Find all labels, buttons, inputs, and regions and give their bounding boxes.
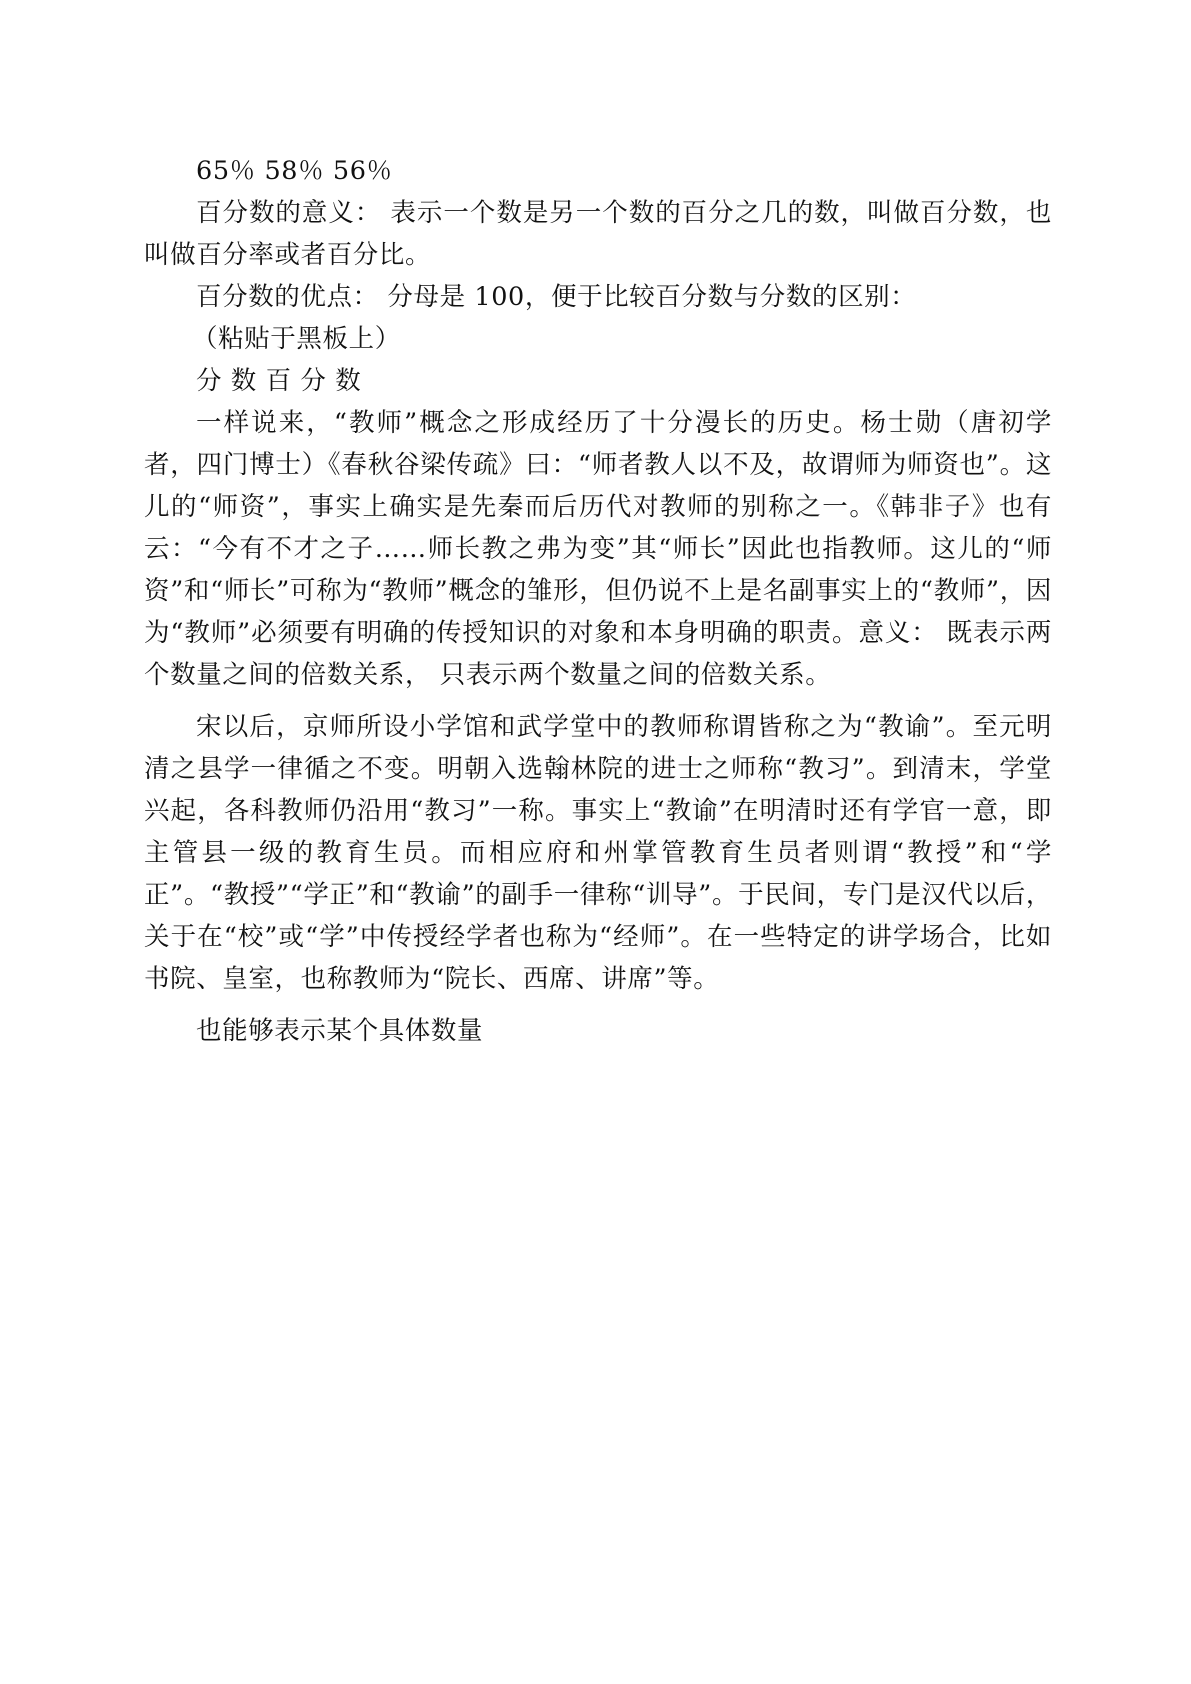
blackboard-note: （粘贴于黑板上）: [192, 324, 401, 354]
percent-examples: 65％ 58％ 56％: [196, 156, 393, 186]
teacher-history-paragraph: 一样说来，“教师”概念之形成经历了十分漫长的历史。杨士勋（唐初学者，四门博士）《春秋谷梁传疏》曰：“师者教人以不及，故谓师为师资也”。这儿的“师资”，事实上确实是先秦而后历代对教师的别称之一。《韩非子》也有云：“今有不才之子……师长教之弗为变”其“师长”因此也指教师。这儿的“师资”和“师长”可称为“教师”概念的雏形，但仍说不上是名副事实上的“教师”，因为“教师”必须要有明确的传授知识的对象和本身明确的职责。意义： 既表示两个数量之间的倍数关系， 只表示两个数量之间的倍数关系。: [144, 408, 1052, 690]
document-body: [144, 150, 1052, 1052]
song-dynasty-paragraph: 宋以后，京师所设小学馆和武学堂中的教师称谓皆称之为“教谕”。至元明清之县学一律循之不变。明朝入选翰林院的进士之师称“教习”。到清末，学堂兴起，各科教师仍沿用“教习”一称。事实上“教谕”在明清时还有学官一意，即主管县一级的教育生员。而相应府和州掌管教育生员者则谓“教授”和“学正”。“教授”“学正”和“教谕”的副手一律称“训导”。于民间，专门是汉代以后，关于在“校”或“学”中传授经学者也称为“经师”。在一些特定的讲学场合，比如书院、皇室，也称教师为“院长、西席、讲席”等。: [144, 712, 1052, 994]
percent-meaning-paragraph: 百分数的意义： 表示一个数是另一个数的百分之几的数，叫做百分数，也叫做百分率或者百分比。: [144, 198, 1052, 270]
percent-advantage-paragraph: 百分数的优点： 分母是 100，便于比较百分数与分数的区别：: [196, 282, 917, 312]
fraction-percent-heading: 分 数 百 分 数: [196, 366, 362, 396]
closing-line: 也能够表示某个具体数量: [196, 1016, 484, 1046]
